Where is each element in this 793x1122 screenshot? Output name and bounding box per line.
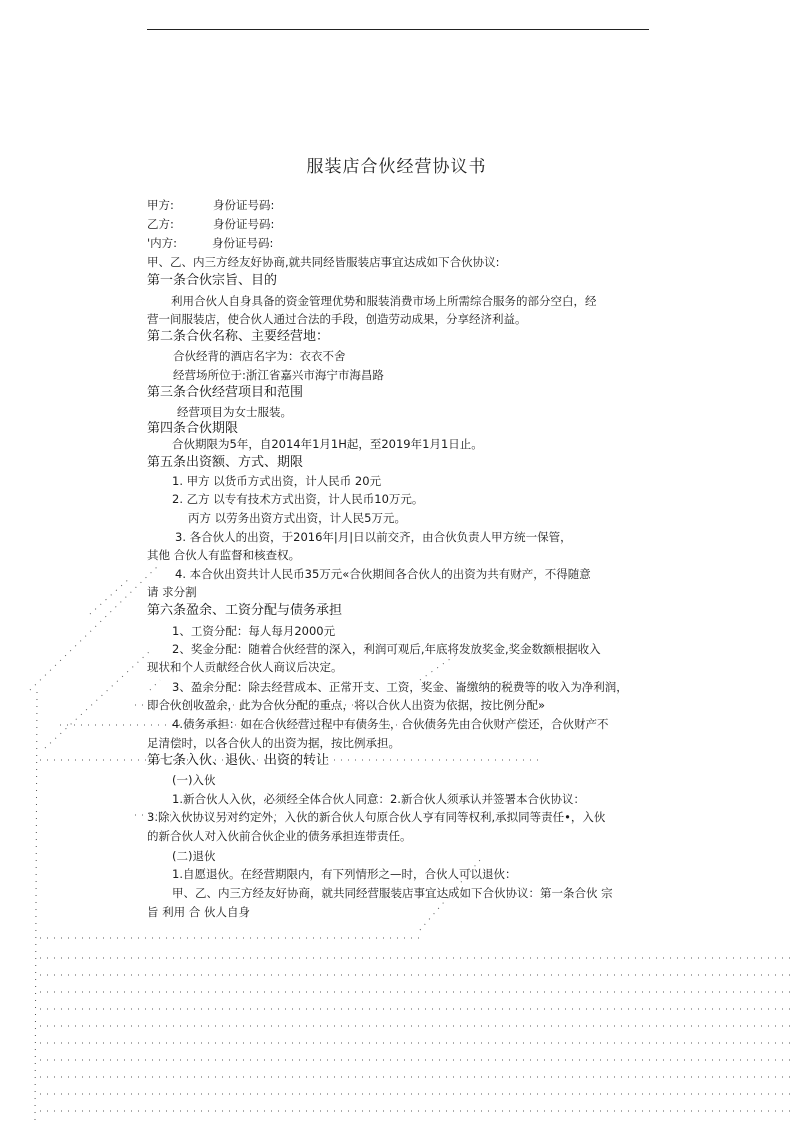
article-6-item-4: 4.债务承担：如在合伙经营过程中有债务生，合伙债务先由合伙财产偿还，合伙财产不 <box>172 717 609 731</box>
article-5-item-3b: 其他 合伙人有监督和核查权。 <box>147 548 301 562</box>
article-7-repeat-text: 甲、乙、内三方经友好协商，就共同经营服装店事宜达成如下合伙协议：第一条合伙 宗 <box>172 886 613 900</box>
article-7-section-1: (一)入伙 <box>172 773 216 787</box>
intro-text: 甲、乙、内三方经友好协商,就共同经皆服装店事宜达成如下合伙协议: <box>147 255 500 269</box>
party-b-id-label: 身份证号码: <box>213 217 275 231</box>
article-6-heading: 第六条盈余、工资分配与债务承担 <box>147 603 343 618</box>
article-1-text-2: 营一间服装店，使合伙人通过合法的手段，创造劳动成果，分享经济利益。 <box>147 312 527 326</box>
article-7-heading: 第七条入伙、退伙、出资的转让 <box>147 753 330 768</box>
article-4-heading: 第四条合伙期限 <box>147 421 239 436</box>
party-b-label: 乙方: <box>147 217 174 231</box>
article-3-heading: 第三条合伙经营项目和范围 <box>147 385 304 400</box>
party-c-id-label: 身份证号码: <box>212 236 274 250</box>
article-2-text-2: 经营场所位于:浙江省嘉兴市海宁市海昌路 <box>173 368 384 382</box>
article-5-item-2: 2. 乙方 以专有技术方式出资，计人民币10万元。 <box>172 492 424 506</box>
header-rule <box>147 29 649 30</box>
article-7-repeat-text-b: 旨 利用 合 伙人自身 <box>147 905 250 919</box>
document-title: 服装店合伙经营协议书 <box>306 157 487 177</box>
article-5-heading: 第五条出资额、方式、期限 <box>147 455 304 470</box>
party-a <box>147 198 274 212</box>
article-4-text-1: 合伙期限为5年，自2014年1月1H起，至2019年1月1日止。 <box>172 437 483 451</box>
article-7-item-3: 3.除入伙协议另对约定外，入伙的新合伙人句原合伙人亨有同等权利,承拟同等责任•，入伙 <box>147 810 606 824</box>
article-6-item-1: 1、工资分配：每人每月2000元 <box>172 624 336 638</box>
party-a-label: 甲方: <box>147 198 174 212</box>
article-6-item-2: 2、奖金分配：随着合伙经营的深入，利润可观后,年底将发放奖金,奖金数额根据收入 <box>172 642 601 656</box>
article-7-item-1: 1.新合伙人入伙，必须经全体合伙人同意：2.新合伙人须承认并签署本合伙协议： <box>172 792 585 806</box>
party-b <box>147 217 274 231</box>
article-6-item-4b: 足清偿时，以各合伙人的出资为据，按比例承担。 <box>147 736 400 750</box>
article-6-item-3b: 即合伙创收盈余，此为合伙分配的重点，将以合伙人出资为依据，按比例分配» <box>147 698 546 712</box>
article-5-item-1: 1. 甲方 以货币方式出资，计人民币 20元 <box>172 474 382 488</box>
article-1-heading: 第一条合伙宗旨、目的 <box>147 273 278 288</box>
article-7-withdraw-1: 1.自愿退伙。在经营期限内，有下列情形之—时，合伙人可以退伙： <box>172 867 517 881</box>
party-a-id-label: 身份证号码: <box>213 198 275 212</box>
party-c <box>147 236 273 250</box>
article-7-item-3b: 的新合伙人对入伙前合伙企业的债务承担连带责任。 <box>147 829 412 843</box>
article-5-item-4: 4. 本合伙出资共计人民币35万元«合伙期间各合伙人的出资为共有财产，不得随意 <box>175 567 591 581</box>
article-5-item-2b: 丙方 以劳务出资方式出资，计人民5万元。 <box>188 511 406 525</box>
article-6-item-2b: 现状和个人贡献经合伙人商议后决定。 <box>147 660 343 674</box>
article-2-heading: 第二条合伙名称、主要经营地： <box>147 329 330 344</box>
article-7-section-2: (二)退伙 <box>172 849 216 863</box>
article-2-text-1: 合伙经背的酒店名字为：衣衣不舍 <box>173 349 346 363</box>
party-c-label: '内方: <box>147 236 178 250</box>
article-1-text-1: 利用合伙人自身具备的资金管理优势和服装消费市场上所需综合服务的部分空白，经 <box>171 294 597 308</box>
article-3-text-1: 经营项目为女士服装。 <box>177 405 292 419</box>
article-5-item-3: 3. 各合伙人的出资，于2016年|月|日以前交齐，由合伙负责人甲方统一保管， <box>175 530 572 544</box>
article-5-item-4b: 请 求分割 <box>147 585 197 599</box>
article-6-item-3: 3、盈余分配：除去经营成本、正常开支、工资，奖金、崙缴纳的税费等的收入为净利润， <box>172 680 628 694</box>
